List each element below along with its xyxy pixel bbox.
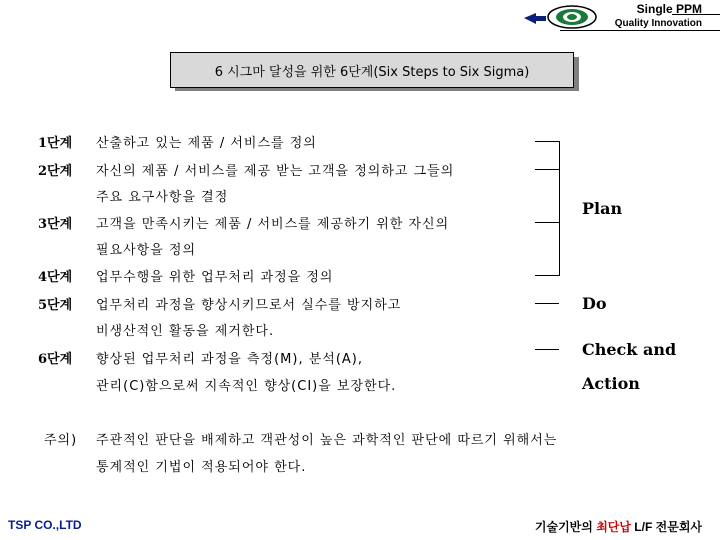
bracket-tick-3 [535,222,559,223]
brand-title: Single PPM [636,2,702,16]
step-5-line-2: 비생산적인 활동을 제거한다. [96,324,275,339]
step-6-line-1: 향상된 업무처리 과정을 측정(M), 분석(A), [96,352,364,367]
step-2-line-2: 주요 요구사항을 결정 [96,190,229,205]
note-label: 주의) [44,433,78,448]
step-2-line-1: 자신의 제품 / 서비스를 제공 받는 고객을 정의하고 그들의 [96,164,455,179]
bracket-tick-1 [535,141,559,142]
step-5-line-1: 업무처리 과정을 향상시키므로서 실수를 방지하고 [96,298,402,313]
step-6-line-2: 관리(C)함으로써 지속적인 향상(CI)을 보장한다. [96,379,397,394]
note-line-2: 통계적인 기법이 적용되어야 한다. [96,460,307,475]
footer-slogan [535,518,702,535]
step-2-label: 2단계 [38,164,73,179]
step-4-label: 4단계 [38,270,73,285]
phase-do: Do [582,294,607,313]
step-3-line-1: 고객을 만족시키는 제품 / 서비스를 제공하기 위한 자신의 [96,217,450,232]
footer-slogan-pre: 기술기반의 [534,520,597,534]
brand-subtitle: Quality Innovation [614,18,702,29]
phase-plan: Plan [582,199,623,218]
bracket-tick-4 [535,275,559,276]
step-1-line-1: 산출하고 있는 제품 / 서비스를 정의 [96,136,317,151]
header-rule [560,30,720,31]
step-6-label: 6단계 [38,352,73,367]
do-connector [535,303,559,304]
phase-action: Action [582,374,640,393]
check-connector [535,349,559,350]
footer-company: TSP CO.,LTD [8,518,82,532]
plan-bracket [559,141,560,276]
step-4-line-1: 업무수행을 위한 업무처리 과정을 정의 [96,270,334,285]
phase-check: Check and [582,340,677,359]
step-3-label: 3단계 [38,217,73,232]
bracket-tick-2 [535,169,559,170]
page-title: 6 시그마 달성을 위한 6단계(Six Steps to Six Sigma) [170,52,574,88]
footer-slogan-highlight: 최단납 [596,520,631,534]
step-1-label: 1단계 [38,136,73,151]
note-line-1: 주관적인 판단을 배제하고 객관성이 높은 과학적인 판단에 따르기 위해서는 [96,433,558,448]
footer-slogan-post: L/F 전문회사 [630,520,702,534]
step-3-line-2: 필요사항을 정의 [96,243,197,258]
step-5-label: 5단계 [38,298,73,313]
